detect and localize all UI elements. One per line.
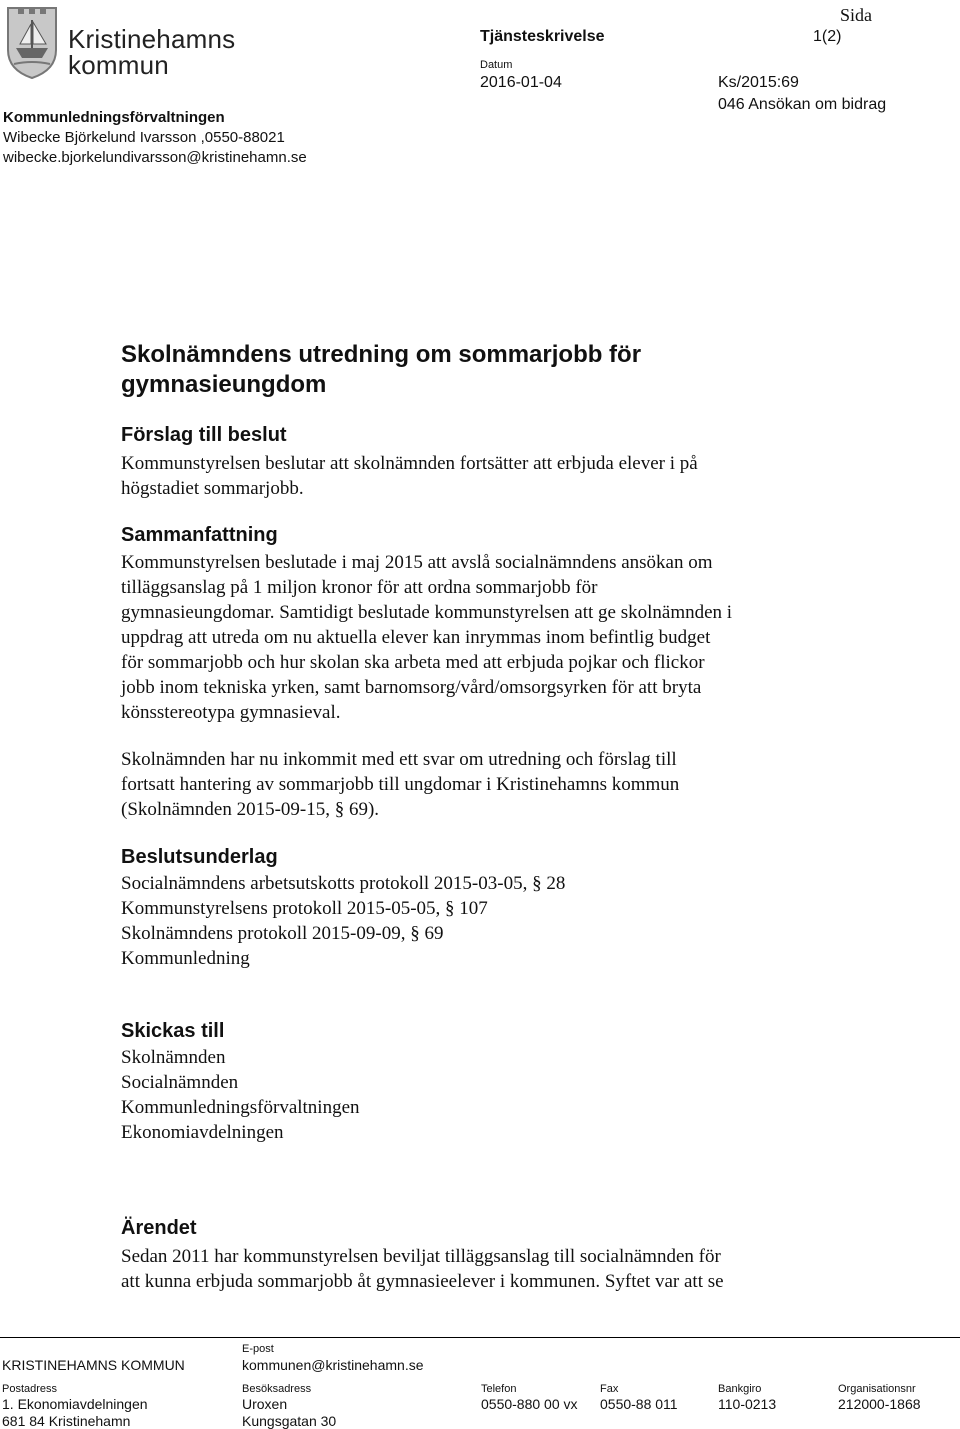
- text-line: för sommarjobb och hur skolan ska arbeta med att erbjuda pojkar och flickor: [121, 652, 705, 673]
- case-subject: 046 Ansökan om bidrag: [718, 96, 887, 113]
- text-line: Kommunstyrelsen beslutar att skolnämnden fortsätter att erbjuda elever i på: [121, 453, 698, 474]
- date-value: 2016-01-04: [480, 74, 562, 91]
- text-line: könsstereotypa gymnasieval.: [121, 702, 341, 723]
- page-number: 1(2): [813, 28, 842, 45]
- footer-fax: 0550-88 011: [600, 1396, 678, 1412]
- list-item: Kommunstyrelsens protokoll 2015-05-05, § 107: [121, 898, 488, 919]
- text-line: att kunna erbjuda sommarjobb åt gymnasieelever i kommunen. Syftet var att se: [121, 1271, 724, 1292]
- list-item: Ekonomiavdelningen: [121, 1122, 284, 1143]
- footer-visiting-line-2: Kungsgatan 30: [242, 1413, 337, 1429]
- summary-heading: Sammanfattning: [121, 524, 278, 546]
- footer-visiting-line-1: Uroxen: [242, 1396, 288, 1412]
- case-number: Ks/2015:69: [718, 74, 799, 91]
- matter-text: [121, 1244, 841, 1294]
- footer-phone-label: Telefon: [481, 1383, 517, 1395]
- text-line: Kommunstyrelsen beslutade i maj 2015 att avslå socialnämndens ansökan om: [121, 552, 713, 573]
- footer-divider: [0, 1337, 960, 1338]
- text-line: Skolnämnden har nu inkommit med ett svar om utredning och förslag till: [121, 749, 677, 770]
- list-item: Socialnämndens arbetsutskotts protokoll 2015-03-05, § 28: [121, 873, 566, 894]
- text-line: högstadiet sommarjobb.: [121, 478, 304, 499]
- logo-text-line-1: Kristinehamns: [68, 24, 236, 54]
- title-line: gymnasieungdom: [121, 371, 327, 398]
- organization-name: Kommunledningsförvaltningen: [3, 109, 225, 126]
- footer-visiting-label: Besöksadress: [242, 1383, 312, 1395]
- page-title: [121, 340, 841, 400]
- list-item: Skolnämnden: [121, 1047, 226, 1068]
- text-line: gymnasieungdomar. Samtidigt beslutade kommunstyrelsen att ge skolnämnden i: [121, 602, 733, 623]
- text-line: uppdrag att utreda om nu aktuella elever kan inrymmas inom befintlig budget: [121, 627, 711, 648]
- response-paragraph: [121, 747, 841, 822]
- footer-postal-line-1: 1. Ekonomiavdelningen: [2, 1396, 148, 1412]
- send-to-heading: Skickas till: [121, 1020, 225, 1042]
- logo-text-line-2: kommun: [68, 50, 169, 80]
- text-line: jobb inom tekniska yrken, samt barnomsorg/vård/omsorgsyrken för att bryta: [121, 677, 702, 698]
- footer-postal-line-2: 681 84 Kristinehamn: [2, 1413, 131, 1429]
- footer-email: kommunen@kristinehamn.se: [242, 1357, 424, 1373]
- decision-basis-heading: Beslutsunderlag: [121, 846, 278, 868]
- date-label: Datum: [480, 59, 513, 71]
- list-item: Skolnämndens protokoll 2015-09-09, § 69: [121, 923, 444, 944]
- text-line: Sedan 2011 har kommunstyrelsen beviljat tilläggsanslag till socialnämnden för: [121, 1246, 721, 1267]
- footer-bankgiro: 110-0213: [718, 1396, 777, 1412]
- contact-email: wibecke.bjorkelundivarsson@kristinehamn.se: [3, 149, 307, 166]
- matter-heading: Ärendet: [121, 1217, 197, 1239]
- text-line: (Skolnämnden 2015-09-15, § 69).: [121, 799, 380, 820]
- text-line: tilläggsanslag på 1 miljon kronor för att ordna sommarjobb för: [121, 577, 598, 598]
- footer-email-label: E-post: [242, 1343, 274, 1355]
- contact-name-phone: Wibecke Björkelund Ivarsson ,0550-88021: [3, 129, 285, 146]
- footer-bankgiro-label: Bankgiro: [718, 1383, 762, 1395]
- send-to-list: [121, 1045, 841, 1145]
- footer-postal-label: Postadress: [2, 1383, 58, 1395]
- footer-phone: 0550-880 00 vx: [481, 1396, 578, 1412]
- list-item: Kommunledning: [121, 948, 250, 969]
- footer-orgnr: 212000-1868: [838, 1396, 921, 1412]
- footer-org-name: KRISTINEHAMNS KOMMUN: [2, 1357, 185, 1373]
- text-line: fortsatt hantering av sommarjobb till ungdomar i Kristinehamns kommun: [121, 774, 680, 795]
- proposal-heading: Förslag till beslut: [121, 424, 287, 446]
- footer-orgnr-label: Organisationsnr: [838, 1383, 916, 1395]
- list-item: Socialnämnden: [121, 1072, 239, 1093]
- document-type: Tjänsteskrivelse: [480, 28, 605, 45]
- municipal-coat-of-arms-logo: [6, 6, 58, 80]
- footer-fax-label: Fax: [600, 1383, 619, 1395]
- title-line: Skolnämndens utredning om sommarjobb för: [121, 341, 642, 368]
- list-item: Kommunledningsförvaltningen: [121, 1097, 360, 1118]
- proposal-text: [121, 451, 841, 501]
- page-label: Sida: [840, 5, 873, 25]
- summary-text: [121, 550, 841, 725]
- decision-basis-list: [121, 871, 841, 971]
